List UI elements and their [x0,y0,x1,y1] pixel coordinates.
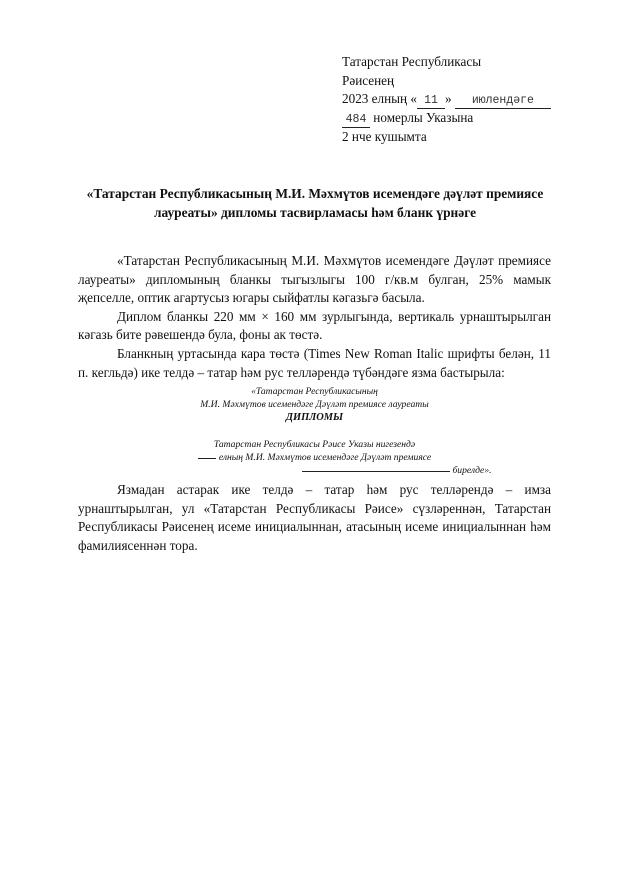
document-title: «Татарстан Республикасының М.И. Мәхмүтов исемендәге дәүләт премиясе лауреаты» дипломы тасвирламасы һәм бланк үрнәге [86,186,544,220]
blank-year [198,458,216,459]
paragraph-print: Бланкның уртасында кара төстә (Times New Roman Italic шрифты белән, 11 п. кегльдә) ике телдә – татар һәм рус телләрендә түбәндәге язма бастырыла: [78,345,551,380]
sample-gap [78,424,551,438]
decree-suffix: номерлы Указына [373,110,474,126]
sample-line-6: бирелде». [452,465,492,477]
date-day: 11 [417,94,445,109]
date-prefix: 2023 елның « [342,91,417,107]
sample-line-1: «Татарстан Республикасының [251,386,378,398]
blank-name [302,471,450,472]
sample-line-5: елның М.И. Мәхмүтов исемендәге Дәүләт премиясе [218,452,432,464]
sample-line-2: М.И. Мәхмүтов исемендәге Дәүләт премиясе лауреаты [200,399,429,411]
sample-line-6-wrap [78,464,551,477]
header-republic: Татарстан Республикасы [342,54,482,69]
header-date-line [342,90,602,109]
paragraph-paper: «Татарстан Республикасының М.И. Мәхмүтов исемендәге Дәүләт премиясе лауреаты» дипломының бланкы тыгызлыгы 100 г/кв.м булган, 25% мамык җепселле, оптик агартусыз югары сыйфатлы кәгазьгә басыла. [78,253,551,306]
header-president: Рәисенең [342,72,395,88]
sample-line-diploma: ДИПЛОМЫ [285,412,344,424]
header-appendix: 2 нче кушымта [342,129,427,145]
diploma-sample-text [78,385,551,477]
sample-line-4: Татарстан Республикасы Рәисе Указы нигезендә [213,439,416,451]
sample-line-5-wrap [78,451,551,464]
appendix-header [342,53,602,147]
paragraph-size: Диплом бланкы 220 мм × 160 мм зурлыгында, вертикаль урнаштырылган кәгазь бите рәвешендә була, фоны ак төстә. [78,308,551,343]
date-month: июлендәге [455,94,551,109]
header-decree-line [342,109,602,128]
paragraph-signature: Язмадан астарак ике телдә – татар һәм рус телләрендә – имза урнаштырылган, ул «Татарстан Республикасы Рәисе» сүзләреннән, Татарстан Республикасы Рәисенең исеме инициалыннан, атасының исеме инициалыннан һәм фамилиясеннән тора. [78,482,551,553]
date-mid: » [444,91,452,107]
document-body [78,252,551,556]
decree-number: 484 [342,113,370,128]
